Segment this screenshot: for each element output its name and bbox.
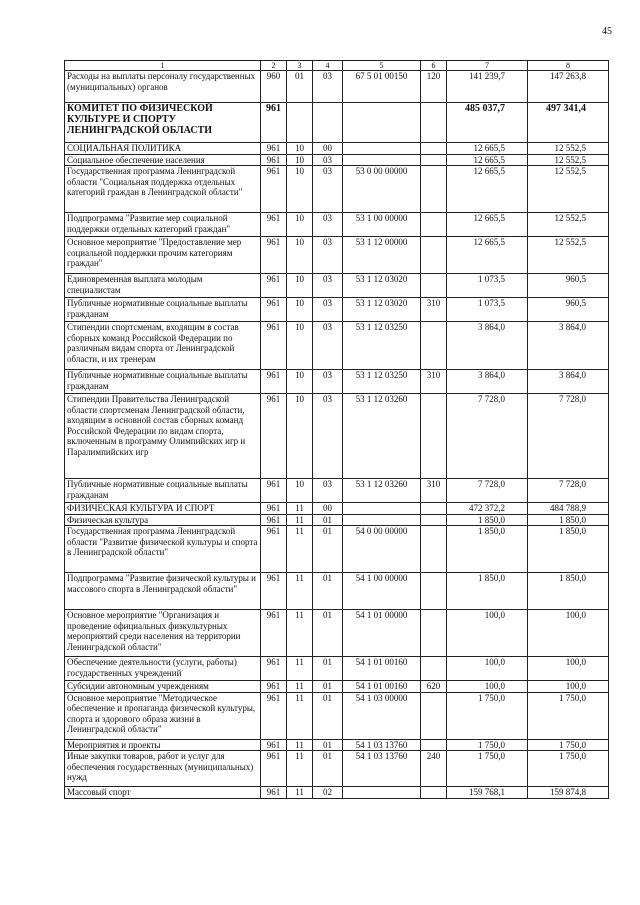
cell-rz: 11 — [287, 610, 313, 657]
cell-year1: 100,0 — [447, 681, 528, 693]
table-row — [65, 394, 609, 479]
cell-rz: 11 — [287, 514, 313, 526]
table-row — [65, 610, 609, 657]
cell-name: КОМИТЕТ ПО ФИЗИЧЕСКОЙ КУЛЬТУРЕ И СПОРТУ ЛЕНИНГРАДСКОЙ ОБЛАСТИ — [65, 103, 261, 143]
cell-csr: 53 1 12 03260 — [343, 479, 421, 503]
cell-year1: 1 750,0 — [447, 751, 528, 787]
cell-pr: 01 — [313, 514, 343, 526]
cell-year2: 1 850,0 — [528, 514, 609, 526]
cell-vr: 120 — [421, 71, 447, 103]
table-row — [65, 213, 609, 237]
cell-csr: 53 1 12 03250 — [343, 370, 421, 394]
col-header-rz: 3 — [287, 61, 313, 71]
cell-year1: 3 864,0 — [447, 322, 528, 370]
cell-pr: 03 — [313, 166, 343, 213]
cell-rz: 10 — [287, 274, 313, 298]
cell-year2: 159 874,8 — [528, 787, 609, 799]
cell-name: ФИЗИЧЕСКАЯ КУЛЬТУРА И СПОРТ — [65, 503, 261, 515]
cell-ved: 961 — [261, 514, 287, 526]
cell-rz: 10 — [287, 322, 313, 370]
cell-pr: 01 — [313, 739, 343, 751]
cell-csr — [343, 103, 421, 143]
cell-pr: 01 — [313, 692, 343, 739]
cell-ved: 961 — [261, 479, 287, 503]
cell-name: Основное мероприятие "Методическое обеспечение и пропаганда физической культуры, спорта и здорового образа жизни в Ленинградской области" — [65, 692, 261, 739]
cell-name: Единовременная выплата молодым специалистам — [65, 274, 261, 298]
cell-ved: 961 — [261, 274, 287, 298]
cell-year1: 1 850,0 — [447, 573, 528, 610]
cell-csr: 53 0 00 00000 — [343, 166, 421, 213]
header-row — [65, 61, 609, 71]
table-row — [65, 154, 609, 166]
cell-vr — [421, 573, 447, 610]
cell-vr: 310 — [421, 298, 447, 322]
cell-year1: 12 665,5 — [447, 237, 528, 274]
cell-name: Основное мероприятие "Предоставление мер социальной поддержки прочим категориям граждан" — [65, 237, 261, 274]
cell-name: Публичные нормативные социальные выплаты гражданам — [65, 298, 261, 322]
cell-year1: 12 665,5 — [447, 213, 528, 237]
table-row — [65, 657, 609, 681]
cell-vr: 310 — [421, 479, 447, 503]
cell-year2: 12 552,5 — [528, 154, 609, 166]
cell-ved: 961 — [261, 681, 287, 693]
cell-year2: 1 850,0 — [528, 573, 609, 610]
cell-year2: 7 728,0 — [528, 479, 609, 503]
cell-year1: 1 750,0 — [447, 692, 528, 739]
cell-vr — [421, 154, 447, 166]
cell-pr: 02 — [313, 787, 343, 799]
table-row — [65, 143, 609, 155]
cell-csr: 54 1 03 00000 — [343, 692, 421, 739]
cell-pr: 03 — [313, 479, 343, 503]
cell-rz: 11 — [287, 751, 313, 787]
cell-pr: 03 — [313, 322, 343, 370]
cell-year1: 7 728,0 — [447, 479, 528, 503]
cell-vr — [421, 514, 447, 526]
cell-year2: 1 850,0 — [528, 526, 609, 573]
cell-year2: 1 750,0 — [528, 751, 609, 787]
cell-name: Подпрограмма "Развитие физической культуры и массового спорта в Ленинградской области" — [65, 573, 261, 610]
cell-rz: 10 — [287, 370, 313, 394]
cell-year1: 1 073,5 — [447, 298, 528, 322]
cell-csr — [343, 143, 421, 155]
cell-pr: 03 — [313, 370, 343, 394]
cell-name: Иные закупки товаров, работ и услуг для обеспечения государственных (муниципальных) нужд — [65, 751, 261, 787]
cell-ved: 961 — [261, 154, 287, 166]
cell-name: Обеспечение деятельности (услуги, работы) государственных учреждений — [65, 657, 261, 681]
cell-csr: 54 1 01 00160 — [343, 681, 421, 693]
cell-rz: 10 — [287, 394, 313, 479]
cell-csr: 53 1 12 03260 — [343, 394, 421, 479]
cell-csr: 53 1 12 00000 — [343, 237, 421, 274]
cell-name: Стипендии Правительства Ленинградской области спортсменам Ленинградской области, входящим в основной состав сборных команд Российской Федерации по видам спорта, включенным в программу Олимпийских игр и Паралимпийских игр — [65, 394, 261, 479]
cell-pr: 01 — [313, 681, 343, 693]
table-row — [65, 322, 609, 370]
table-row — [65, 237, 609, 274]
cell-vr — [421, 787, 447, 799]
cell-rz: 11 — [287, 503, 313, 515]
cell-vr — [421, 394, 447, 479]
col-header-year2: 8 — [528, 61, 609, 71]
cell-rz: 10 — [287, 479, 313, 503]
cell-vr — [421, 322, 447, 370]
col-header-ved: 2 — [261, 61, 287, 71]
cell-ved: 961 — [261, 787, 287, 799]
cell-ved: 961 — [261, 751, 287, 787]
cell-ved: 961 — [261, 298, 287, 322]
cell-rz: 11 — [287, 573, 313, 610]
cell-rz: 11 — [287, 739, 313, 751]
table-row — [65, 503, 609, 515]
table-row — [65, 573, 609, 610]
cell-name: Публичные нормативные социальные выплаты гражданам — [65, 370, 261, 394]
cell-vr — [421, 739, 447, 751]
cell-rz: 10 — [287, 237, 313, 274]
cell-year1: 100,0 — [447, 657, 528, 681]
cell-ved: 961 — [261, 610, 287, 657]
cell-rz: 01 — [287, 71, 313, 103]
cell-csr: 54 1 01 00000 — [343, 610, 421, 657]
table-row — [65, 787, 609, 799]
page-number: 45 — [602, 26, 612, 37]
cell-year2: 147 263,8 — [528, 71, 609, 103]
col-header-name: 1 — [65, 61, 261, 71]
cell-year1: 12 665,5 — [447, 143, 528, 155]
cell-year1: 12 665,5 — [447, 166, 528, 213]
cell-year2: 100,0 — [528, 657, 609, 681]
cell-year2: 960,5 — [528, 298, 609, 322]
table-row — [65, 71, 609, 103]
table-row — [65, 103, 609, 143]
table-row — [65, 514, 609, 526]
cell-pr: 00 — [313, 503, 343, 515]
cell-csr: 54 1 00 00000 — [343, 573, 421, 610]
cell-year1: 1 750,0 — [447, 739, 528, 751]
cell-name: Расходы на выплаты персоналу государственных (муниципальных) органов — [65, 71, 261, 103]
cell-csr — [343, 154, 421, 166]
cell-vr — [421, 503, 447, 515]
cell-csr: 53 1 00 00000 — [343, 213, 421, 237]
cell-ved: 961 — [261, 657, 287, 681]
table-row — [65, 739, 609, 751]
cell-year1: 1 850,0 — [447, 526, 528, 573]
cell-year1: 3 864,0 — [447, 370, 528, 394]
cell-vr — [421, 657, 447, 681]
cell-name: Государственная программа Ленинградской области "Социальная поддержка отдельных категорий граждан в Ленинградской области" — [65, 166, 261, 213]
cell-pr: 03 — [313, 274, 343, 298]
cell-year2: 3 864,0 — [528, 370, 609, 394]
cell-rz: 10 — [287, 213, 313, 237]
table-row — [65, 526, 609, 573]
cell-year2: 12 552,5 — [528, 213, 609, 237]
table-row — [65, 166, 609, 213]
cell-vr — [421, 610, 447, 657]
cell-ved: 961 — [261, 526, 287, 573]
cell-rz: 11 — [287, 681, 313, 693]
cell-year1: 472 372,2 — [447, 503, 528, 515]
cell-csr — [343, 787, 421, 799]
col-header-vr: 6 — [421, 61, 447, 71]
cell-pr: 03 — [313, 298, 343, 322]
cell-name: Государственная программа Ленинградской области "Развитие физической культуры и спорта в Ленинградской области" — [65, 526, 261, 573]
cell-name: Физическая культура — [65, 514, 261, 526]
cell-pr: 01 — [313, 610, 343, 657]
cell-rz: 11 — [287, 787, 313, 799]
cell-csr: 53 1 12 03020 — [343, 298, 421, 322]
cell-rz: 10 — [287, 143, 313, 155]
cell-name: Субсидии автономным учреждениям — [65, 681, 261, 693]
cell-pr: 03 — [313, 237, 343, 274]
cell-ved: 961 — [261, 503, 287, 515]
cell-csr: 67 5 01 00150 — [343, 71, 421, 103]
cell-ved: 961 — [261, 103, 287, 143]
table-row — [65, 298, 609, 322]
cell-year2: 1 750,0 — [528, 692, 609, 739]
cell-year2: 3 864,0 — [528, 322, 609, 370]
col-header-csr: 5 — [343, 61, 421, 71]
cell-year2: 100,0 — [528, 610, 609, 657]
cell-name: Основное мероприятие "Организация и проведение официальных физкультурных мероприятий среди населения на территории Ленинградской области" — [65, 610, 261, 657]
cell-ved: 961 — [261, 370, 287, 394]
cell-pr: 03 — [313, 394, 343, 479]
cell-rz: 11 — [287, 657, 313, 681]
cell-vr: 310 — [421, 370, 447, 394]
col-header-pr: 4 — [313, 61, 343, 71]
cell-name: Социальное обеспечение населения — [65, 154, 261, 166]
cell-csr: 53 1 12 03250 — [343, 322, 421, 370]
table-row — [65, 751, 609, 787]
cell-year1: 12 665,5 — [447, 154, 528, 166]
cell-pr: 03 — [313, 213, 343, 237]
cell-year2: 100,0 — [528, 681, 609, 693]
cell-csr: 53 1 12 03020 — [343, 274, 421, 298]
cell-ved: 960 — [261, 71, 287, 103]
cell-year2: 12 552,5 — [528, 237, 609, 274]
budget-table — [64, 60, 609, 799]
table-row — [65, 274, 609, 298]
cell-ved: 961 — [261, 573, 287, 610]
cell-pr: 01 — [313, 751, 343, 787]
cell-csr: 54 0 00 00000 — [343, 526, 421, 573]
cell-name: Подпрограмма "Развитие мер социальной поддержки отдельных категорий граждан" — [65, 213, 261, 237]
table-row — [65, 681, 609, 693]
table-row — [65, 692, 609, 739]
cell-name: Мероприятия и проекты — [65, 739, 261, 751]
cell-vr — [421, 213, 447, 237]
table-row — [65, 479, 609, 503]
cell-year2: 484 788,9 — [528, 503, 609, 515]
table-row — [65, 370, 609, 394]
cell-vr — [421, 526, 447, 573]
cell-vr — [421, 692, 447, 739]
cell-rz: 11 — [287, 526, 313, 573]
cell-name: Публичные нормативные социальные выплаты гражданам — [65, 479, 261, 503]
cell-pr: 01 — [313, 526, 343, 573]
table-body — [65, 71, 609, 799]
cell-year1: 159 768,1 — [447, 787, 528, 799]
cell-pr: 03 — [313, 154, 343, 166]
cell-name: Массовый спорт — [65, 787, 261, 799]
cell-ved: 961 — [261, 739, 287, 751]
cell-year2: 12 552,5 — [528, 143, 609, 155]
cell-vr — [421, 237, 447, 274]
cell-year1: 1 850,0 — [447, 514, 528, 526]
cell-rz: 11 — [287, 692, 313, 739]
cell-ved: 961 — [261, 692, 287, 739]
cell-csr: 54 1 03 13760 — [343, 751, 421, 787]
cell-csr: 54 1 03 13760 — [343, 739, 421, 751]
cell-ved: 961 — [261, 237, 287, 274]
cell-year1: 7 728,0 — [447, 394, 528, 479]
cell-rz: 10 — [287, 166, 313, 213]
cell-vr — [421, 274, 447, 298]
cell-vr: 240 — [421, 751, 447, 787]
cell-year1: 141 239,7 — [447, 71, 528, 103]
cell-csr: 54 1 01 00160 — [343, 657, 421, 681]
col-header-year1: 7 — [447, 61, 528, 71]
cell-rz — [287, 103, 313, 143]
cell-pr: 01 — [313, 657, 343, 681]
cell-pr: 03 — [313, 71, 343, 103]
cell-name: Стипендии спортсменам, входящим в состав сборных команд Российской Федерации по различным видам спорта от Ленинградской области, и их тренерам — [65, 322, 261, 370]
cell-year1: 100,0 — [447, 610, 528, 657]
cell-ved: 961 — [261, 394, 287, 479]
cell-year2: 497 341,4 — [528, 103, 609, 143]
cell-ved: 961 — [261, 143, 287, 155]
cell-name: СОЦИАЛЬНАЯ ПОЛИТИКА — [65, 143, 261, 155]
cell-vr — [421, 143, 447, 155]
cell-pr: 00 — [313, 143, 343, 155]
cell-ved: 961 — [261, 166, 287, 213]
cell-csr — [343, 514, 421, 526]
cell-vr: 620 — [421, 681, 447, 693]
cell-year2: 1 750,0 — [528, 739, 609, 751]
cell-pr: 01 — [313, 573, 343, 610]
cell-year2: 960,5 — [528, 274, 609, 298]
cell-year1: 485 037,7 — [447, 103, 528, 143]
cell-year1: 1 073,5 — [447, 274, 528, 298]
cell-year2: 7 728,0 — [528, 394, 609, 479]
cell-csr — [343, 503, 421, 515]
cell-rz: 10 — [287, 154, 313, 166]
cell-pr — [313, 103, 343, 143]
cell-ved: 961 — [261, 213, 287, 237]
cell-rz: 10 — [287, 298, 313, 322]
cell-vr — [421, 166, 447, 213]
cell-year2: 12 552,5 — [528, 166, 609, 213]
cell-vr — [421, 103, 447, 143]
cell-ved: 961 — [261, 322, 287, 370]
